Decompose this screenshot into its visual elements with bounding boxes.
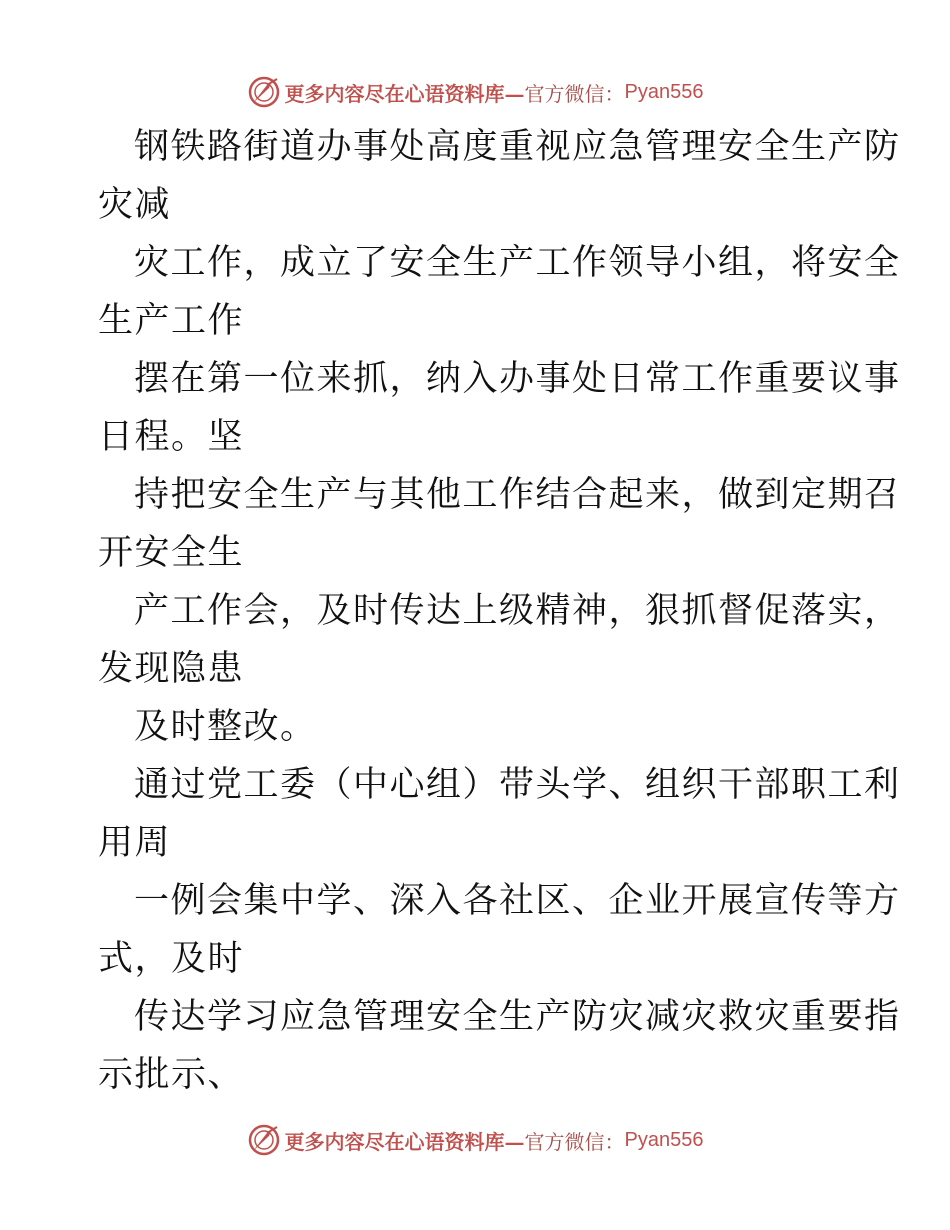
body-line: 钢铁路街道办事处高度重视应急管理安全生产防 bbox=[134, 127, 901, 167]
footer-wechat-label: 官方微信： bbox=[524, 1129, 625, 1154]
footer-tagline: 更多内容尽在心语资料库— bbox=[284, 1129, 525, 1154]
body-line: 式，及时 bbox=[98, 939, 245, 979]
header-tagline: 更多内容尽在心语资料库— bbox=[284, 81, 525, 106]
header-watermark bbox=[0, 70, 950, 114]
quill-circle-logo-icon bbox=[247, 1123, 281, 1157]
body-line: 开安全生 bbox=[98, 533, 245, 573]
body-line: 持把安全生产与其他工作结合起来，做到定期召 bbox=[134, 475, 901, 515]
body-line: 传达学习应急管理安全生产防灾减灾救灾重要指 bbox=[134, 997, 901, 1037]
footer-wechat-id: Pyan556 bbox=[624, 1128, 704, 1151]
document-body bbox=[98, 118, 901, 1104]
header-wechat-label: 官方微信： bbox=[524, 81, 625, 106]
footer-watermark bbox=[0, 1118, 950, 1162]
body-line: 生产工作 bbox=[98, 301, 245, 341]
body-line: 日程。坚 bbox=[98, 417, 245, 457]
body-line: 产工作会，及时传达上级精神，狠抓督促落实， bbox=[134, 591, 901, 631]
body-line: 通过党工委（中心组）带头学、组织干部职工利 bbox=[134, 765, 901, 805]
body-line: 一例会集中学、深入各社区、企业开展宣传等方 bbox=[134, 881, 901, 921]
body-line: 灾减 bbox=[98, 185, 172, 225]
body-line: 发现隐患 bbox=[98, 649, 245, 689]
header-wechat-id: Pyan556 bbox=[624, 80, 704, 103]
body-line: 示批示、 bbox=[98, 1055, 245, 1095]
body-line: 及时整改。 bbox=[134, 707, 317, 747]
body-line: 摆在第一位来抓，纳入办事处日常工作重要议事 bbox=[134, 359, 901, 399]
body-line: 用周 bbox=[98, 823, 172, 863]
quill-circle-logo-icon bbox=[247, 75, 281, 109]
body-line: 灾工作，成立了安全生产工作领导小组，将安全 bbox=[134, 243, 901, 283]
